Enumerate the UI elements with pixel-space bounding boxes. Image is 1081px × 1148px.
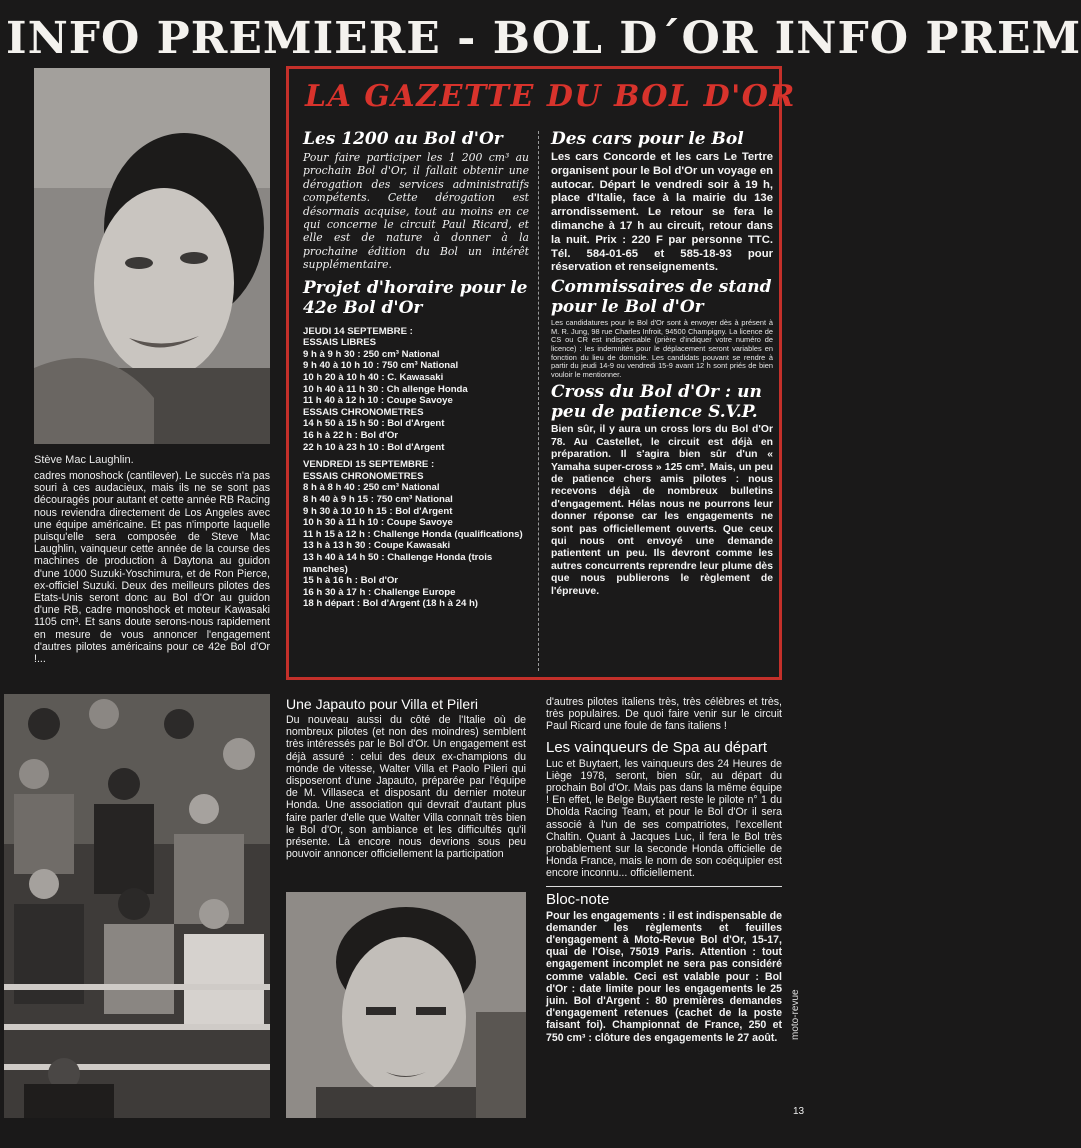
schedule-row: 10 h 40 à 11 h 30 : Ch allenge Honda	[303, 383, 468, 395]
schedule-row: 8 h 40 à 9 h 15 : 750 cm³ National	[303, 493, 453, 505]
spa-body: Luc et Buytaert, les vainqueurs des 24 Heures de Liège 1978, seront, bien sûr, au départ du prochain Bol d'Or. Mais pas dans la même équipe ! En effet, le Belge Buytaert reste le pilote n° 1 du Dholda Racing Team, et pour le Bol d'Or il sera associé à l'un de ses compatriotes, l'excellent Chaltin. Quant à Jacques Luc, il fera le Bol très probablement sur la seconde Honda officielle de Honda France, mais le nom de son coéquipier est encore inconnu... officiellement.	[546, 757, 782, 880]
schedule-row: 13 h à 13 h 30 : Coupe Kawasaki	[303, 540, 451, 552]
schedule-row: 11 h 40 à 12 h 10 : Coupe Savoye	[303, 395, 453, 407]
schedule-row: 16 h 30 à 17 h : Challenge Europe	[303, 586, 456, 598]
section-body-1200: Pour faire participer les 1 200 cm³ au prochain Bol d'Or, il fallait obtenir une dérogation des services administratifs compétents. Cette dérogation est désormais acquise, tout au moins en ce qui concerne le circuit Paul Ricard, et elle est de nature à donner à la prochaine édition du Bol un intérêt supplémentaire.	[303, 151, 529, 272]
section-heading-commissaires: Commissaires de stand pour le Bol d'Or	[551, 277, 772, 318]
portrait-photo-steve	[34, 68, 270, 444]
schedule-day-friday: VENDREDI 15 SEPTEMBRE :	[303, 459, 435, 471]
page-banner: INFO PREMIERE - BOL D´OR INFO PREM	[6, 13, 1081, 64]
schedule	[303, 326, 529, 610]
bloc-divider	[546, 886, 782, 887]
schedule-row: 10 h 20 à 10 h 40 : C. Kawasaki	[303, 372, 444, 384]
schedule-row: 14 h 50 à 15 h 50 : Bol d'Argent	[303, 418, 445, 430]
section-heading-horaire: Projet d'horaire pour le 42e Bol d'Or	[303, 277, 528, 318]
magazine-side-label: moto-revue	[790, 989, 801, 1040]
gazette-divider	[538, 131, 539, 671]
gazette-right-column	[551, 129, 773, 598]
schedule-row: 10 h 30 à 11 h 10 : Coupe Savoye	[303, 517, 453, 529]
continued-paragraph: d'autres pilotes italiens très, très célèbres et très, très populaires. De quoi faire venir sur le circuit Paul Ricard une foule de fans italiens !	[546, 696, 782, 733]
spa-heading: Les vainqueurs de Spa au départ	[546, 738, 767, 756]
section-heading-cars: Des cars pour le Bol	[551, 129, 744, 149]
bloc-note-body: Pour les engagements : il est indispensable de demander les règlements et feuilles d'engagement à Moto-Revue Bol d'Or, 15-17, quai de l'Oise, 75019 Paris. Attention : tout engagement incomplet ne sera pas considéré comme valable. Ceci est valable pour : Bol d'Or : date limite pour les engagements le 25 juin. Bol d'Argent : 80 premières demandes d'engagement retenues (cachet de la poste faisant foi). Championnat de France, 250 et 750 cm³ : clôture des engagements le 27 août.	[546, 909, 782, 1044]
japauto-heading: Une Japauto pour Villa et Pileri	[286, 696, 478, 712]
schedule-row: 8 h à 8 h 40 : 250 cm³ National	[303, 482, 440, 494]
schedule-row: 9 h 40 à 10 h 10 : 750 cm³ National	[303, 360, 459, 372]
schedule-row: 9 h 30 à 10 10 h 15 : Bol d'Argent	[303, 505, 453, 517]
section-body-commissaires: Les candidatures pour le Bol d'Or sont à envoyer dès à présent à M. R. Jung, 98 rue Charles Infroit, 94500 Champigny. La licence de CS ou CR est indispensable (prière d'indiquer votre numéro de licence) : les indemnités pour le déplacement seront variables en fonction du lieu de domicile. Les candidats pouvant se rendre à partir du jeudi 14-9 ou vendredi 15-9 avant 12 h sont priés de bien vouloir le mentionner.	[551, 318, 773, 379]
schedule-day-thursday: JEUDI 14 SEPTEMBRE :	[303, 325, 413, 337]
bloc-note-heading: Bloc-note	[546, 890, 610, 908]
schedule-row: 9 h à 9 h 30 : 250 cm³ National	[303, 348, 440, 360]
japauto-article	[286, 696, 526, 860]
schedule-section-chrono: ESSAIS CHRONOMETRES	[303, 406, 424, 418]
schedule-row: 15 h à 16 h : Bol d'Or	[303, 575, 399, 587]
section-body-cars: Les cars Concorde et les cars Le Tertre organisent pour le Bol d'Or un voyage en autocar. Départ le vendredi soir à 19 h, place d'Italie, face à la mairie du 13e arrondissement. Le retour se fera le dimanche à 17 h au circuit, retour dans la nuit. Prix : 220 F par personne TTC. Tél. 584-01-65 et 585-18-93 pour réservation et renseignements.	[551, 151, 773, 274]
gazette-title: LA GAZETTE DU BOL D'OR	[305, 79, 796, 114]
schedule-row: 13 h 40 à 14 h 50 : Challenge Honda (trois manches)	[303, 551, 493, 575]
schedule-row: 16 h à 22 h : Bol d'Or	[303, 430, 399, 441]
page-number: 13	[793, 1106, 805, 1117]
japauto-body: Du nouveau aussi du côté de l'Italie où de nombreux pilotes (et non des moindres) semblent très intéressés par le Bol d'Or. Un engagement est déjà assuré : celui des deux ex-champions du monde de vitesse, Walter Villa et Paolo Pileri qui disposeront d'une Japauto, préparée par l'équipe de M. Villaseca et disposant du dernier moteur Honda. Une association qui devrait d'autant plus faire parler d'elle que Walter Villa connaît très bien le Bol d'Or, son ambiance et les difficultés qu'il présente. Là encore nous devrions sous peu pouvoir annoncer officiellement la participation	[286, 714, 526, 861]
gazette-left-column	[303, 129, 529, 610]
gazette-box	[286, 66, 796, 680]
schedule-section-libres: ESSAIS LIBRES	[303, 337, 377, 349]
schedule-section-chrono-2: ESSAIS CHRONOMETRES	[303, 470, 424, 482]
photo-caption: Stève Mac Laughlin.	[34, 454, 134, 466]
section-body-cross: Bien sûr, il y aura un cross lors du Bol d'Or 78. Au Castellet, le circuit est déjà en préparation. Il s'agira bien sûr d'un « Yamaha super-cross » 125 cm³. Mais, un peu de patience chers amis pilotes : nous recevons déjà de nombreux bulletins d'engagement. Hélas nous ne pourrons leur donner réponse car les engagements ne sont pas officiellement ouverts. Que ceux qui nous ont envoyé une demande patientent un peu. Ils devront comme les autres concurrents reprendre leur plume dès que nous publierons le règlement de l'épreuve.	[551, 424, 773, 597]
left-article: cadres monoshock (cantilever). Le succès n'a pas souri à ces audacieux, mais ils ne se sont pas découragés pour autant et cette année RB Racing nous reviendra directement de Los Angeles avec une équipe américaine. Et pas n'importe laquelle puisqu'elle sera composée de Steve Mac Laughlin, vainqueur cette année de la course des machines de production à Daytona au guidon d'une 1000 Suzuki-Yoschimura, et de Ron Pierce, ex-officiel Suzuki. Deux des meilleurs pilotes des Etats-Unis seront donc au Bol d'Or au guidon d'une RB, cadre monoshock et moteur Kawasaki 1105 cm³. Et sans doute serons-nous rapidement en mesure de vous annoncer l'engagement d'autres pilotes américains pour ce 42e Bol d'Or !...	[34, 470, 270, 666]
portrait-photo-man	[286, 892, 526, 1118]
schedule-row: 11 h 15 à 12 h : Challenge Honda (qualifications)	[303, 528, 523, 540]
section-heading-cross: Cross du Bol d'Or : un peu de patience S.V.P.	[551, 382, 762, 423]
schedule-row: 18 h départ : Bol d'Argent (18 h à 24 h)	[303, 598, 478, 610]
schedule-row: 22 h 10 à 23 h 10 : Bol d'Argent	[303, 441, 445, 453]
right-column	[546, 696, 782, 1044]
crowd-photo	[4, 694, 270, 1118]
section-heading-1200: Les 1200 au Bol d'Or	[303, 129, 503, 149]
